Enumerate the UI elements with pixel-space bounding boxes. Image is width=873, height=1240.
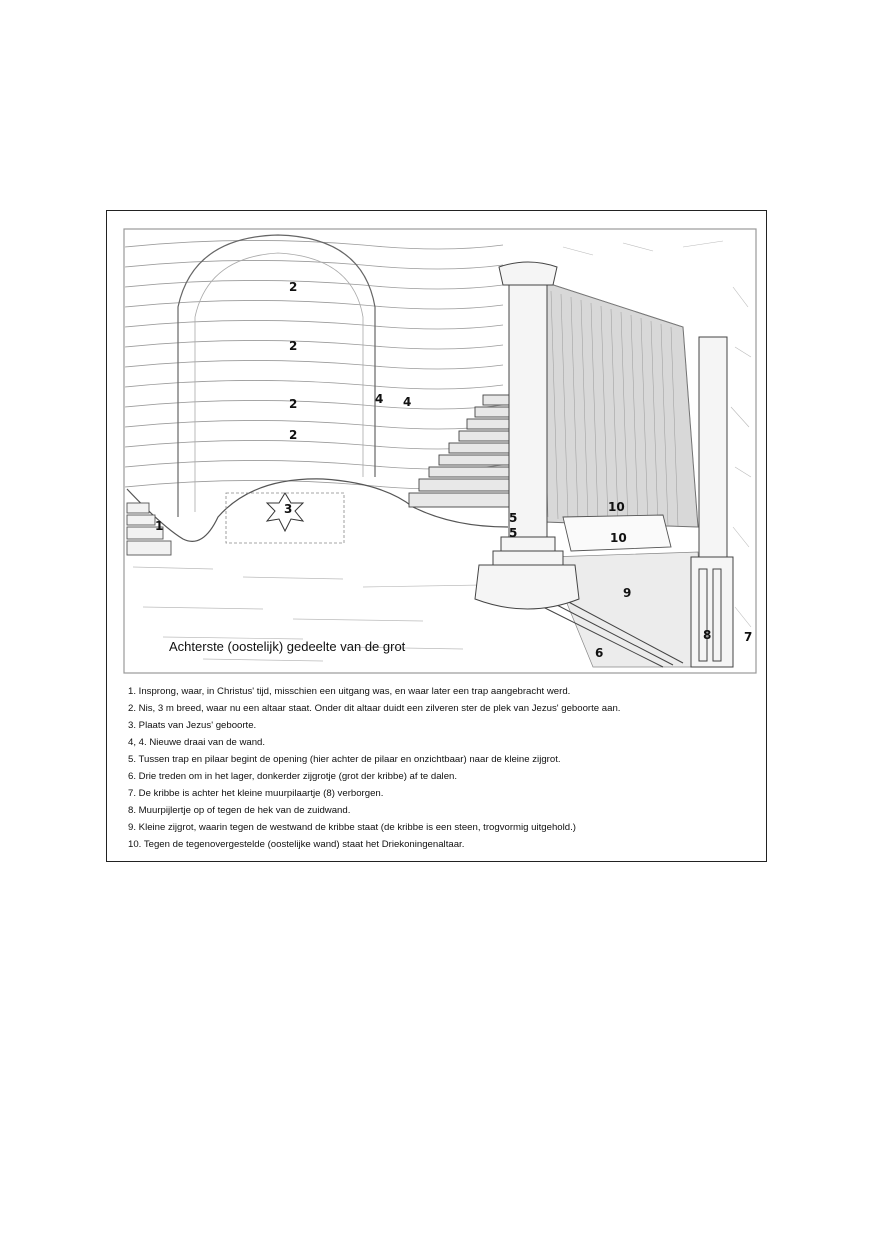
legend-item: 10. Tegen de tegenovergestelde (oostelijke wand) staat het Driekoningenaltaar. xyxy=(128,839,465,850)
label-10-upper: 10 xyxy=(608,500,625,514)
legend-item: 6. Drie treden om in het lager, donkerder zijgrotje (grot der kribbe) af te dalen. xyxy=(128,771,458,782)
label-10-lower: 10 xyxy=(610,531,627,545)
figure-caption: Achterste (oostelijk) gedeelte van de grot xyxy=(169,639,406,654)
grotto-sketch xyxy=(123,227,759,677)
figure-frame xyxy=(106,210,767,862)
label-2-fourth: 2 xyxy=(289,428,298,442)
legend-item: 8. Muurpijlertje op of tegen de hek van de zuidwand. xyxy=(128,805,351,816)
legend-list xyxy=(128,683,758,853)
legend-item: 1. Insprong, waar, in Christus' tijd, misschien een uitgang was, en waar later een trap aangebracht werd. xyxy=(128,686,571,697)
label-4-left: 4 xyxy=(375,392,384,406)
legend-item: 2. Nis, 3 m breed, waar nu een altaar staat. Onder dit altaar duidt een zilveren ster de plek van Jezus' geboorte aan. xyxy=(128,703,621,714)
side-grotto-hatching xyxy=(535,279,698,527)
niche-wall-strokes xyxy=(125,240,503,489)
niche-arch xyxy=(178,235,375,517)
label-6: 6 xyxy=(595,646,604,660)
legend-item: 3. Plaats van Jezus' geboorte. xyxy=(128,720,257,731)
label-5-upper: 5 xyxy=(509,511,518,525)
label-3: 3 xyxy=(284,502,293,516)
label-2-top: 2 xyxy=(289,280,298,294)
label-4-right: 4 xyxy=(403,395,412,409)
label-5-lower: 5 xyxy=(509,526,518,540)
legend-item: 9. Kleine zijgrot, waarin tegen de westwand de kribbe staat (de kribbe is een steen, trogvormig uitgehold.) xyxy=(128,822,576,833)
label-2-second: 2 xyxy=(289,339,298,353)
label-9: 9 xyxy=(623,586,632,600)
label-2-third: 2 xyxy=(289,397,298,411)
wall-pillar xyxy=(691,337,733,667)
legend-item: 7. De kribbe is achter het kleine muurpilaartje (8) verborgen. xyxy=(128,788,384,799)
left-steps xyxy=(127,503,171,555)
star-box xyxy=(226,493,344,543)
legend-item: 4, 4. Nieuwe draai van de wand. xyxy=(128,737,266,748)
label-8: 8 xyxy=(703,628,712,642)
legend-item: 5. Tussen trap en pilaar begint de opening (hier achter de pilaar en onzichtbaar) naar de kleine zijgrot. xyxy=(128,754,561,765)
label-7: 7 xyxy=(744,630,753,644)
label-1: 1 xyxy=(155,519,164,533)
